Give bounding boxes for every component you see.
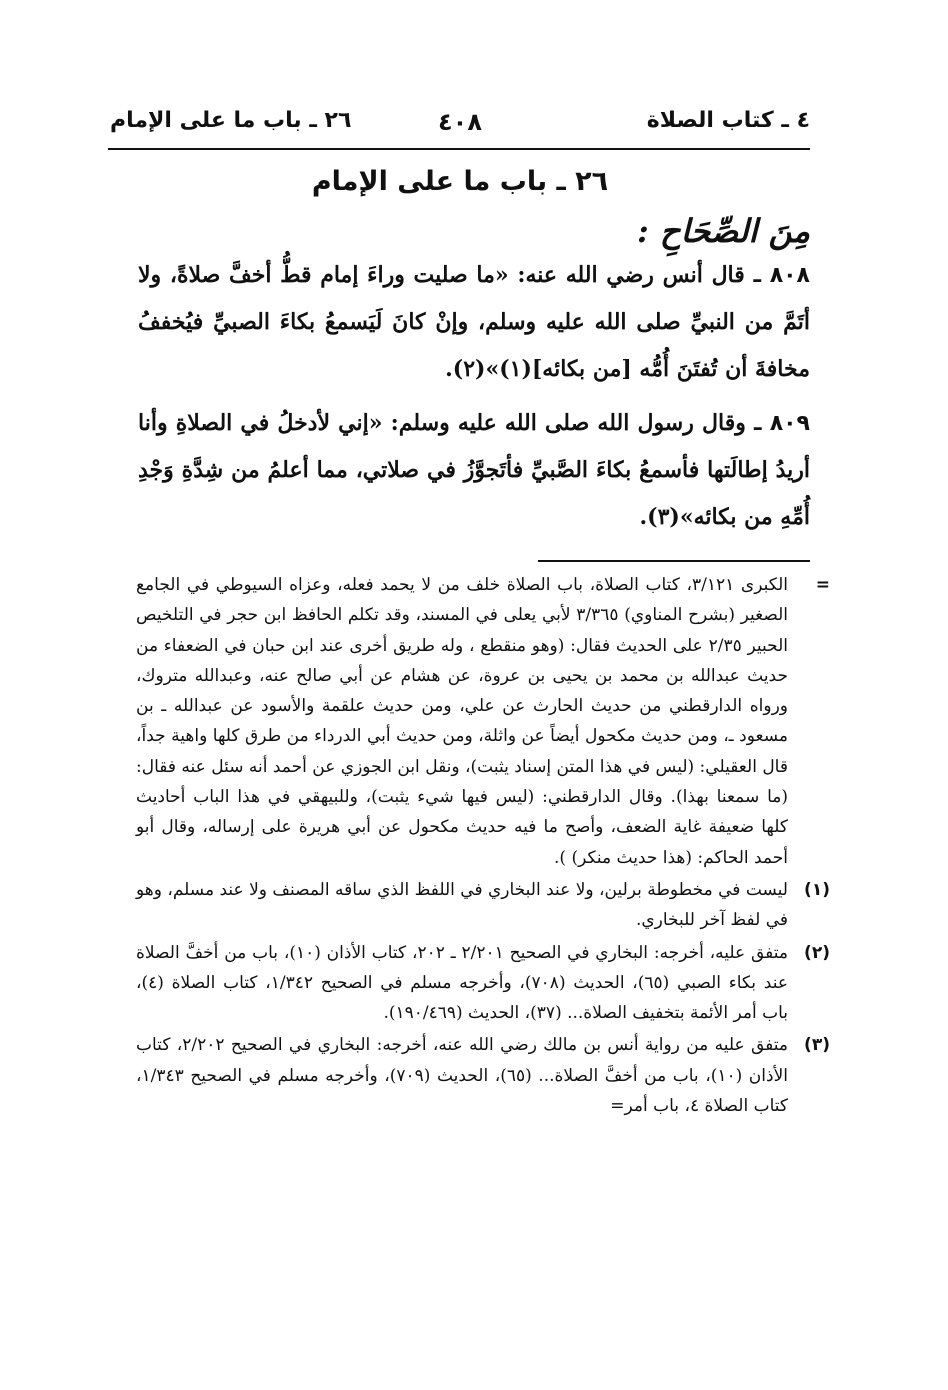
footnote-continued [136,570,830,873]
footnote-text: ليست في مخطوطة برلين، ولا عند البخاري في اللفظ الذي ساقه المصنف ولا عند مسلم، وهو في لفظ آخر للبخاري. [136,879,788,931]
hadith-text: قال أنس رضي الله عنه: «ما صليت وراءَ إمام قطُّ أخفَّ صلاةً، ولا أتَمَّ من النبيِّ صلى الله عليه وسلم، وإنْ كانَ لَيَسمعُ بكاءَ الصبيِّ فيُخففُ مخافةَ أن تُفتَنَ أُمُّه [من بكائه](١)»(٢). [138,262,810,382]
running-header [110,108,810,142]
hadith-number: ٨٠٨ ـ [753,263,810,288]
header-chapter-title: ٢٦ ـ باب ما على الإمام [110,108,352,133]
hadith-text: وقال رسول الله صلى الله عليه وسلم: «إني لأدخلُ في الصلاةِ وأنا أريدُ إطالَتها فأسمعُ بكاءَ الصَّبيِّ فأتَجوَّزُ في صلاتي، مما أعلمُ من شِدَّةِ وَجْدِ أُمِّهِ من بكائه»(٣). [138,410,810,530]
hadith-number: ٨٠٩ ـ [754,411,810,436]
header-book-title: ٤ ـ كتاب الصلاة [646,108,810,133]
footnote-text: متفق عليه من رواية أنس بن مالك رضي الله عنه، أخرجه: البخاري في الصحيح ٢/٢٠٢، كتاب الأذان (١٠)، باب من أخفَّ الصلاة... (٦٥)، الحديث (٧٠٩)، وأخرجه مسلم في الصحيح ١/٣٤٣، كتاب الصلاة ٤، باب أمر= [136,1035,788,1117]
footnote-text: الكبرى ٣/١٢١، كتاب الصلاة، باب الصلاة خلف من لا يحمد فعله، وعزاه السيوطي في الجامع الصغير (بشرح المناوي) ٣/٣٦٥ لأبي يعلى في المسند، وقد تكلم الحافظ ابن حجر في التلخيص الحبير ٢/٣٥ على الحديث فقال: (وهو منقطع ، وله طريق أخرى عند ابن حبان في الضعفاء من حديث عبدالله بن محمد بن يحيى بن عروة، عن هشام عن أبي صالح عنه، وعبدالله متروك، ورواه الدارقطني من حديث الحارث عن علي، ومن حديث علقمة والأسود عن عبدالله ـ بن مسعود ـ، ومن حديث مكحول أيضاً عن واثلة، ومن حديث أبي الدرداء من طرق كلها واهية جداً، قال العقيلي: (ليس في هذا المتن إسناد يثبت)، ونقل ابن الجوزي عن أحمد أنه سئل عنه فقال: (ما سمعنا بهذا). وقال الدارقطني: (ليس فيها شيء يثبت)، وللبيهقي في هذا الباب أحاديث كلها ضعيفة غاية الضعف، وأصح ما فيه حديث مكحول عن أبي هريرة على إرساله، وقال أبو أحمد الحاكم: (هذا حديث منكر) ). [136,575,788,868]
footnote-mark: (٢) [804,942,830,963]
footnote-text: متفق عليه، أخرجه: البخاري في الصحيح ٢/٢٠١ ـ ٢٠٢، كتاب الأذان (١٠)، باب من أخفَّ الصلاة عند بكاء الصبي (٦٥)، الحديث (٧٠٨)، وأخرجه مسلم في الصحيح ١/٣٤٢، كتاب الصلاة (٤)، باب أمر الأئمة بتخفيف الصلاة... (٣٧)، الحديث (١٩٠/٤٦٩). [136,942,788,1024]
hadith-809 [138,400,810,541]
header-divider [108,148,810,150]
footnote-1 [136,875,830,936]
footnote-3 [136,1030,830,1121]
footnote-mark: (١) [804,879,830,900]
footnotes [136,570,830,1123]
footnote-divider [538,560,810,562]
hadith-808 [138,252,810,393]
section-label: مِنَ الصِّحَاحِ : [636,212,810,250]
chapter-title: ٢٦ ـ باب ما على الإمام [311,166,609,197]
page-number: ٤٠٨ [438,108,482,136]
footnote-2 [136,938,830,1029]
footnote-mark: (٣) [804,1035,830,1056]
footnote-mark: = [815,575,830,595]
